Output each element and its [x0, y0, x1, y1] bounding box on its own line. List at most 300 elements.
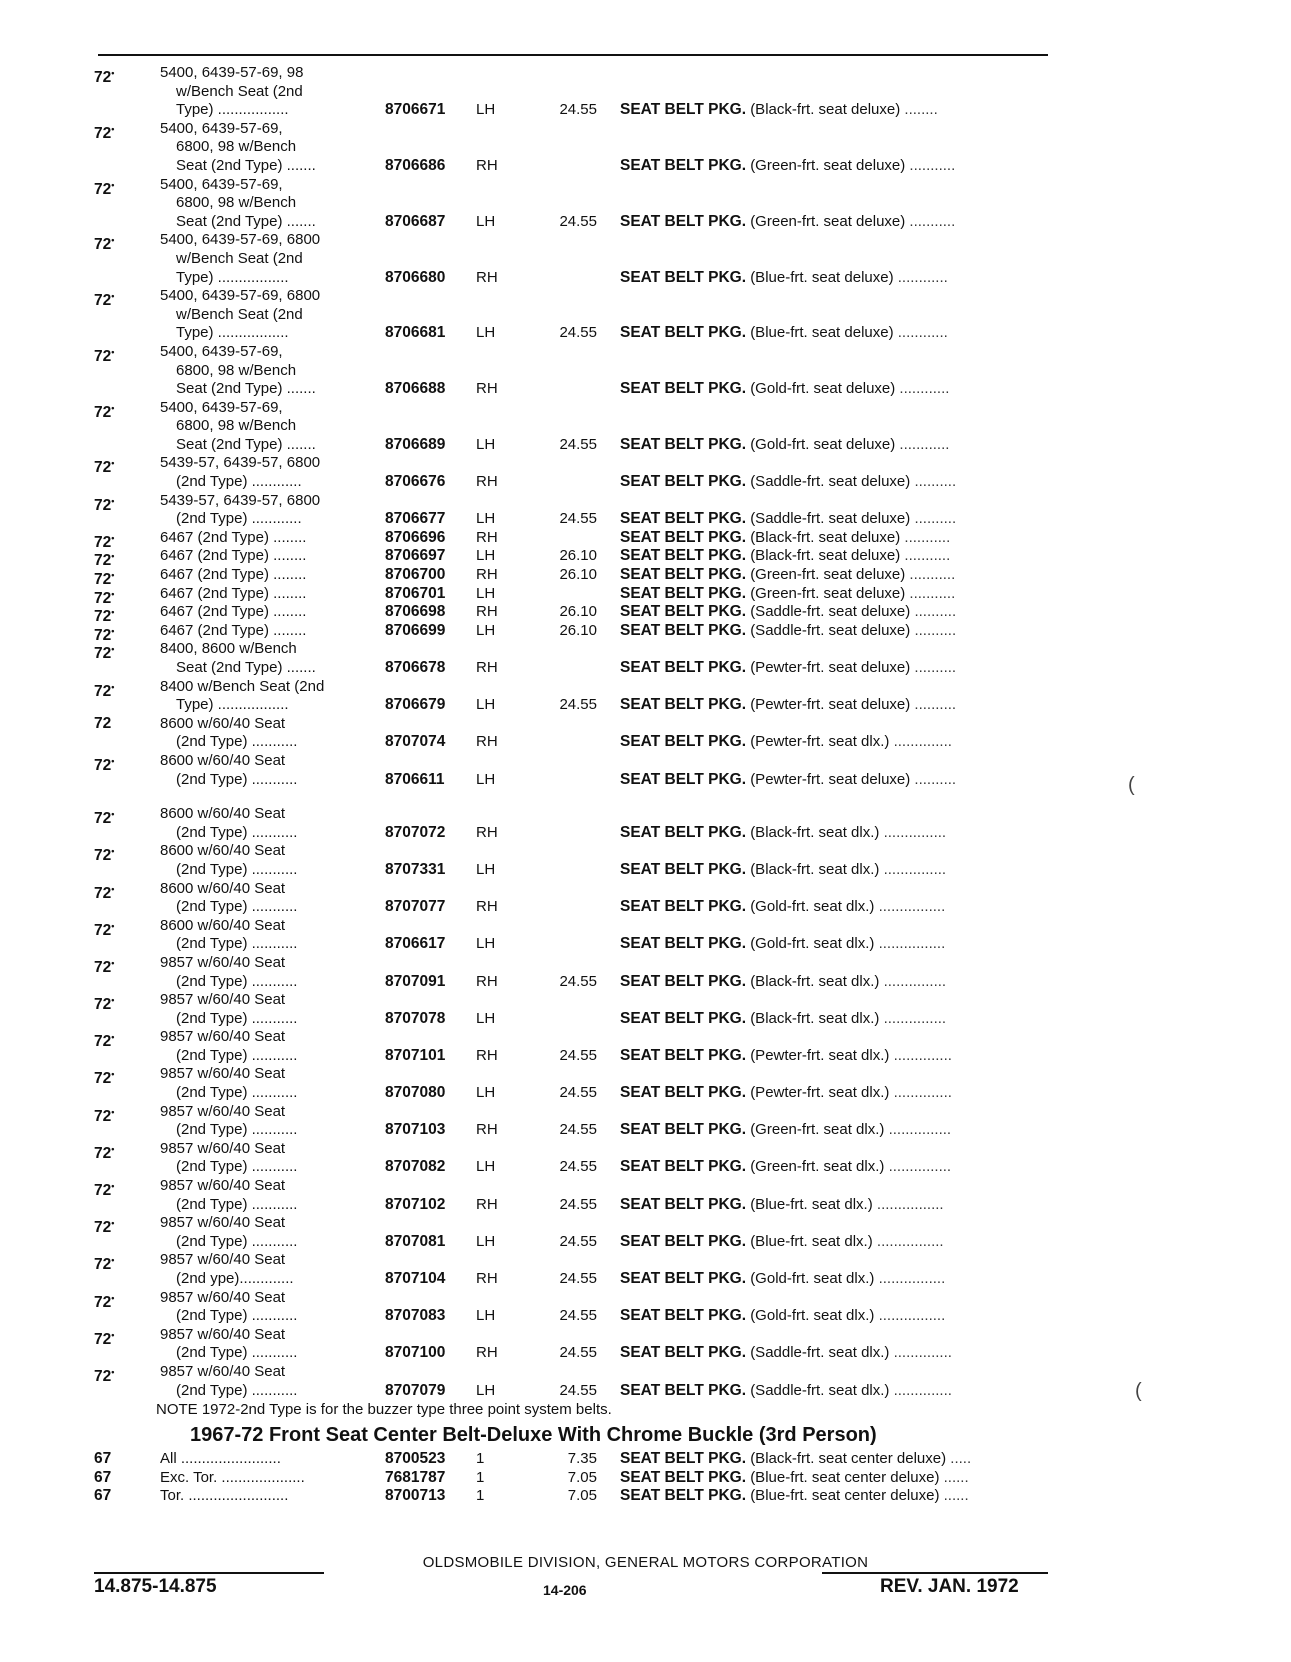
price: 7.35 — [567, 1450, 597, 1468]
model-application: 5400, 6439-57-69, — [160, 398, 283, 416]
description — [620, 733, 952, 752]
side-or-quantity: LH — [476, 621, 496, 639]
model-year-value: 72 — [94, 1368, 112, 1386]
part-number: 8707331 — [385, 860, 446, 878]
part-number: 8707103 — [385, 1121, 446, 1139]
revision-dot: • — [111, 644, 115, 655]
price: 24.55 — [559, 1158, 597, 1176]
description-title: SEAT BELT PKG. — [620, 212, 747, 230]
entry-line — [0, 324, 1291, 343]
description-detail: (Black-frt. seat dlx.) — [750, 823, 880, 841]
description-title: SEAT BELT PKG. — [620, 1381, 747, 1399]
part-number: 8706701 — [385, 584, 446, 602]
description-detail: (Pewter-frt. seat dlx.) — [750, 733, 890, 751]
description — [620, 269, 948, 288]
model-application: (2nd Type) ........... — [176, 1009, 298, 1027]
part-number: 8707078 — [385, 1009, 446, 1027]
model-application: (2nd Type) ........... — [176, 898, 298, 916]
list-item — [0, 1487, 1291, 1506]
leader-dots: .......... — [914, 621, 957, 639]
description-detail: (Pewter-frt. seat dlx.) — [750, 1046, 890, 1064]
description — [620, 935, 945, 954]
model-application: 9857 w/60/40 Seat — [160, 1177, 286, 1195]
description — [620, 1158, 951, 1177]
model-year-value: 67 — [94, 1468, 112, 1486]
section-heading: 1967-72 Front Seat Center Belt-Deluxe With Chrome Buckle (3rd Person) — [190, 1424, 877, 1447]
leader-dots: ........... — [909, 156, 956, 174]
list-item — [0, 842, 1291, 879]
part-number: 8706700 — [385, 566, 446, 584]
description — [620, 436, 949, 455]
leader-dots: ............ — [899, 435, 950, 453]
description — [620, 603, 956, 622]
list-item — [0, 640, 1291, 677]
part-number: 8707079 — [385, 1381, 446, 1399]
side-or-quantity: LH — [476, 435, 496, 453]
model-application: 9857 w/60/40 Seat — [160, 1065, 286, 1083]
side-or-quantity: RH — [476, 380, 498, 398]
description — [620, 973, 946, 992]
description-detail: (Black-frt. seat dlx.) — [750, 972, 880, 990]
side-or-quantity: LH — [476, 1381, 496, 1399]
entry-line — [0, 805, 1291, 828]
model-year-value: 72 — [94, 124, 112, 142]
price: 24.55 — [559, 101, 597, 119]
side-or-quantity: RH — [476, 659, 498, 676]
description-title: SEAT BELT PKG. — [620, 659, 747, 676]
description — [620, 324, 948, 343]
footer-rule-left — [94, 1572, 324, 1574]
entry-line — [0, 306, 1291, 325]
model-year-value: 72 — [94, 552, 112, 570]
side-or-quantity: RH — [476, 156, 498, 174]
entry-line — [0, 1065, 1291, 1088]
revision-dot: • — [111, 1032, 115, 1043]
description-detail: (Saddle-frt. seat deluxe) — [750, 510, 911, 528]
side-or-quantity: LH — [476, 935, 496, 953]
description-title: SEAT BELT PKG. — [620, 380, 747, 398]
leader-dots: ................ — [878, 1307, 946, 1325]
list-item — [0, 1450, 1291, 1469]
description — [620, 824, 946, 843]
model-application: 8600 w/60/40 Seat — [160, 879, 286, 897]
model-application: 6800, 98 w/Bench — [176, 361, 297, 379]
description-title: SEAT BELT PKG. — [620, 860, 747, 878]
list-item — [0, 399, 1291, 455]
side-or-quantity: LH — [476, 860, 496, 878]
side-or-quantity: LH — [476, 1158, 496, 1176]
list-item — [0, 176, 1291, 232]
part-number: 7681787 — [385, 1468, 446, 1486]
part-number: 8706676 — [385, 473, 446, 491]
side-or-quantity: RH — [476, 473, 498, 491]
entry-line — [0, 1362, 1291, 1386]
description — [620, 213, 955, 232]
model-application: Seat (2nd Type) ....... — [176, 212, 316, 230]
model-application: (2nd Type) ............ — [176, 510, 302, 528]
model-year-value: 72 — [94, 1145, 112, 1162]
leader-dots: ........... — [904, 547, 951, 565]
entry-line — [0, 528, 1291, 551]
description-detail: (Blue-frt. seat deluxe) — [750, 324, 894, 342]
model-year-value: 72 — [94, 996, 112, 1014]
revision-dot: • — [111, 1292, 115, 1303]
description-detail: (Green-frt. seat deluxe) — [750, 212, 906, 230]
model-application: (2nd Type) ........... — [176, 823, 298, 841]
leader-dots: ............ — [899, 380, 950, 398]
model-year-value: 67 — [94, 1450, 112, 1468]
description — [620, 510, 956, 529]
description-detail: (Black-frt. seat dlx.) — [750, 860, 880, 878]
model-year-value: 72 — [94, 571, 112, 589]
description-title: SEAT BELT PKG. — [620, 324, 747, 342]
list-item — [0, 566, 1291, 589]
description-title: SEAT BELT PKG. — [620, 101, 747, 119]
list-item — [0, 715, 1291, 752]
leader-dots: .............. — [893, 1084, 952, 1102]
description-title: SEAT BELT PKG. — [620, 1121, 747, 1139]
side-or-quantity: RH — [476, 566, 498, 584]
part-number: 8706679 — [385, 696, 446, 714]
model-application: 5439-57, 6439-57, 6800 — [160, 454, 321, 472]
description — [620, 585, 955, 604]
model-application: 5400, 6439-57-69, — [160, 342, 283, 360]
model-application: 6800, 98 w/Bench — [176, 138, 297, 156]
description-title: SEAT BELT PKG. — [620, 1046, 747, 1064]
model-application: 9857 w/60/40 Seat — [160, 1362, 286, 1380]
list-item — [0, 880, 1291, 917]
model-application: Type) ................. — [176, 268, 289, 286]
list-item — [0, 1289, 1291, 1326]
revision-dot: • — [111, 123, 115, 134]
side-or-quantity: LH — [476, 1084, 496, 1102]
description — [620, 898, 945, 917]
model-application: 5400, 6439-57-69, — [160, 175, 283, 193]
price: 24.55 — [559, 212, 597, 230]
part-number: 8706617 — [385, 935, 446, 953]
model-application: (2nd Type) ............ — [176, 473, 302, 491]
leader-dots: ...... — [943, 1487, 969, 1505]
model-application: 5400, 6439-57-69, 6800 — [160, 231, 321, 249]
entry-line — [0, 194, 1291, 213]
revision-dot: • — [111, 570, 115, 581]
entry-line — [0, 64, 1291, 87]
description-detail: (Gold-frt. seat deluxe) — [750, 435, 896, 453]
leader-dots: .......... — [914, 510, 957, 528]
price: 24.55 — [559, 1046, 597, 1064]
entry-line — [0, 83, 1291, 102]
entry-line — [0, 640, 1291, 663]
model-application: Seat (2nd Type) ....... — [176, 435, 316, 453]
entry-line — [0, 935, 1291, 954]
leader-dots: .......... — [914, 696, 957, 714]
model-application: 6467 (2nd Type) ........ — [160, 528, 307, 546]
footer-page-number: 14-206 — [543, 1582, 587, 1598]
leader-dots: ............ — [897, 268, 948, 286]
description-title: SEAT BELT PKG. — [620, 696, 747, 714]
entry-line — [0, 842, 1291, 865]
model-application: 8600 w/60/40 Seat — [160, 714, 286, 732]
price: 26.10 — [559, 547, 597, 565]
entry-line — [0, 175, 1291, 198]
margin-mark: ( — [1135, 1380, 1142, 1402]
side-or-quantity: 1 — [476, 1468, 485, 1486]
model-year-value: 72 — [94, 180, 112, 198]
description — [620, 157, 955, 176]
leader-dots: ..... — [950, 1450, 972, 1468]
part-number: 8707101 — [385, 1046, 446, 1064]
revision-dot: • — [111, 346, 115, 357]
model-year-value: 72 — [94, 1330, 112, 1348]
description-detail: (Blue-frt. seat center deluxe) — [750, 1487, 940, 1505]
leader-dots: ................ — [878, 898, 946, 916]
side-or-quantity: LH — [476, 1307, 496, 1325]
model-application: All ........................ — [160, 1450, 281, 1468]
model-year-value: 72 — [94, 1256, 112, 1274]
model-application: (2nd Type) ........... — [176, 935, 298, 953]
revision-dot: • — [111, 179, 115, 190]
model-year-value: 72 — [94, 921, 112, 939]
description-detail: (Saddle-frt. seat deluxe) — [750, 621, 911, 639]
model-application: 6467 (2nd Type) ........ — [160, 584, 307, 602]
entry-line — [0, 119, 1291, 142]
model-year-value: 72 — [94, 496, 112, 514]
revision-dot: • — [111, 532, 115, 543]
part-number: 8707100 — [385, 1344, 446, 1362]
description — [620, 1047, 952, 1066]
list-item — [0, 1177, 1291, 1214]
side-or-quantity: RH — [476, 1046, 498, 1064]
model-year — [94, 1487, 144, 1506]
revision-dot: • — [111, 625, 115, 636]
leader-dots: ........... — [909, 584, 956, 602]
side-or-quantity: LH — [476, 510, 496, 528]
description — [620, 1307, 945, 1326]
footer-division: OLDSMOBILE DIVISION, GENERAL MOTORS CORPORATION — [422, 1554, 869, 1571]
entry-line — [0, 696, 1291, 715]
description-detail: (Blue-frt. seat dlx.) — [750, 1232, 873, 1250]
description-detail: (Gold-frt. seat dlx.) — [750, 935, 875, 953]
description-title: SEAT BELT PKG. — [620, 268, 747, 286]
leader-dots: ................ — [876, 1195, 944, 1213]
revision-dot: • — [111, 1366, 115, 1377]
description — [620, 1121, 951, 1140]
part-number: 8707083 — [385, 1307, 446, 1325]
side-or-quantity: LH — [476, 101, 496, 119]
description-detail: (Green-frt. seat deluxe) — [750, 156, 906, 174]
part-number: 8706699 — [385, 621, 446, 639]
description-detail: (Blue-frt. seat dlx.) — [750, 1195, 873, 1213]
part-number: 8707077 — [385, 898, 446, 916]
model-year-value: 72 — [94, 1219, 112, 1237]
revision-dot: • — [111, 1106, 115, 1117]
description-title: SEAT BELT PKG. — [620, 733, 747, 751]
entry-line — [0, 436, 1291, 455]
side-or-quantity: LH — [476, 770, 496, 788]
entry-line — [0, 1047, 1291, 1066]
entry-line — [0, 1288, 1291, 1311]
price: 24.55 — [559, 1121, 597, 1139]
model-application: 5439-57, 6439-57, 6800 — [160, 491, 321, 509]
model-application: (2nd Type) ........... — [176, 1232, 298, 1250]
entry-line — [0, 1450, 1291, 1469]
description — [620, 1084, 952, 1103]
entry-line — [0, 566, 1291, 589]
side-or-quantity: RH — [476, 898, 498, 916]
list-item — [0, 1214, 1291, 1251]
description — [620, 1010, 946, 1029]
list-item — [0, 1103, 1291, 1140]
part-number: 8706671 — [385, 101, 446, 119]
leader-dots: .............. — [893, 1381, 952, 1399]
description-detail: (Gold-frt. seat dlx.) — [750, 1270, 875, 1287]
entry-line — [0, 1469, 1291, 1488]
part-number: 8707080 — [385, 1084, 446, 1102]
model-year — [94, 1450, 144, 1469]
entry-line — [0, 771, 1291, 790]
list-item — [0, 752, 1291, 789]
description-detail: (Pewter-frt. seat deluxe) — [750, 770, 911, 788]
description-title: SEAT BELT PKG. — [620, 1195, 747, 1213]
description-title: SEAT BELT PKG. — [620, 156, 747, 174]
price: 24.55 — [559, 435, 597, 453]
model-year-value: 72 — [94, 1070, 112, 1088]
revision-dot: • — [111, 1218, 115, 1229]
model-application: Type) ................. — [176, 324, 289, 342]
leader-dots: .......... — [914, 770, 957, 788]
revision-dot: • — [111, 495, 115, 506]
side-or-quantity: 1 — [476, 1487, 485, 1505]
entry-line — [0, 991, 1291, 1014]
model-application: 8600 w/60/40 Seat — [160, 842, 286, 860]
entry-line — [0, 269, 1291, 288]
model-application: 6467 (2nd Type) ........ — [160, 547, 307, 565]
part-number: 8707091 — [385, 972, 446, 990]
leader-dots: ........ — [904, 101, 938, 119]
side-or-quantity: RH — [476, 972, 498, 990]
description — [620, 861, 946, 880]
side-or-quantity: 1 — [476, 1450, 485, 1468]
list-item — [0, 805, 1291, 842]
model-application: (2nd Type) ........... — [176, 1381, 298, 1399]
entry-line — [0, 1325, 1291, 1348]
model-application: 9857 w/60/40 Seat — [160, 1251, 286, 1269]
description-title: SEAT BELT PKG. — [620, 770, 747, 788]
entry-line — [0, 1158, 1291, 1177]
revision-dot: • — [111, 68, 115, 78]
description-title: SEAT BELT PKG. — [620, 972, 747, 990]
revision-dot: • — [111, 920, 115, 931]
model-application: 9857 w/60/40 Seat — [160, 991, 286, 1009]
list-item — [0, 454, 1291, 491]
entry-line — [0, 1233, 1291, 1252]
price: 26.10 — [559, 621, 597, 639]
description-title: SEAT BELT PKG. — [620, 1009, 747, 1027]
revision-dot: • — [111, 755, 115, 766]
description — [620, 1233, 944, 1252]
description — [620, 380, 949, 399]
entry-line — [0, 677, 1291, 700]
model-year-value: 72 — [94, 847, 112, 865]
model-year-value: 72 — [94, 1107, 112, 1125]
model-year-value: 72 — [94, 714, 112, 732]
side-or-quantity: LH — [476, 547, 496, 565]
description-title: SEAT BELT PKG. — [620, 1344, 747, 1362]
description-title: SEAT BELT PKG. — [620, 435, 747, 453]
entry-line — [0, 973, 1291, 992]
description-title: SEAT BELT PKG. — [620, 1468, 747, 1486]
model-application: 9857 w/60/40 Seat — [160, 1028, 286, 1046]
part-number: 8706678 — [385, 659, 446, 676]
model-application: (2nd Type) ........... — [176, 770, 298, 788]
model-application: Type) ................. — [176, 696, 289, 714]
model-year-value: 72 — [94, 403, 112, 421]
part-number: 8706689 — [385, 435, 446, 453]
entry-line — [0, 603, 1291, 626]
list-item — [0, 991, 1291, 1028]
part-number: 8706687 — [385, 212, 446, 230]
model-application: 9857 w/60/40 Seat — [160, 1139, 286, 1157]
description-detail: (Saddle-frt. seat dlx.) — [750, 1344, 890, 1362]
list-item — [0, 492, 1291, 529]
price: 24.55 — [559, 1270, 597, 1287]
price: 24.55 — [559, 1307, 597, 1325]
model-application: Seat (2nd Type) ....... — [176, 156, 316, 174]
leader-dots: ................ — [878, 935, 946, 953]
part-number: 8707102 — [385, 1195, 446, 1213]
list-item — [0, 64, 1291, 120]
description — [620, 622, 956, 641]
list-item — [0, 231, 1291, 287]
description — [620, 1382, 952, 1401]
description — [620, 529, 950, 548]
description-title: SEAT BELT PKG. — [620, 621, 747, 639]
part-number: 8706697 — [385, 547, 446, 565]
model-year-value: 72 — [94, 1293, 112, 1311]
list-item — [0, 917, 1291, 954]
revision-dot: • — [111, 1143, 115, 1154]
entry-line — [0, 1214, 1291, 1237]
description-title: SEAT BELT PKG. — [620, 603, 747, 621]
model-application: Tor. ........................ — [160, 1487, 289, 1505]
revision-dot: • — [111, 402, 115, 413]
model-year-value: 72 — [94, 236, 112, 254]
description-title: SEAT BELT PKG. — [620, 898, 747, 916]
list-item — [0, 621, 1291, 644]
side-or-quantity: LH — [476, 584, 496, 602]
description-detail: (Gold-frt. seat dlx.) — [750, 1307, 875, 1325]
leader-dots: ............... — [883, 823, 947, 841]
description-detail: (Black-frt. seat deluxe) — [750, 547, 901, 565]
entry-line — [0, 824, 1291, 843]
price: 24.55 — [559, 696, 597, 714]
entry-line — [0, 861, 1291, 880]
description-title: SEAT BELT PKG. — [620, 1487, 747, 1505]
model-application: w/Bench Seat (2nd — [176, 249, 303, 267]
revision-dot: • — [111, 1329, 115, 1340]
model-application: (2nd Type) ........... — [176, 1307, 298, 1325]
leader-dots: ........... — [904, 528, 951, 546]
description-detail: (Pewter-frt. seat deluxe) — [750, 696, 911, 714]
entry-line — [0, 1487, 1291, 1506]
entry-line — [0, 362, 1291, 381]
description-title: SEAT BELT PKG. — [620, 1307, 747, 1325]
entry-line — [0, 1344, 1291, 1363]
list-item — [0, 678, 1291, 715]
description-detail: (Black-frt. seat deluxe) — [750, 101, 901, 119]
model-application: (2nd Type) ........... — [176, 1046, 298, 1064]
description-detail: (Green-frt. seat dlx.) — [750, 1158, 885, 1176]
